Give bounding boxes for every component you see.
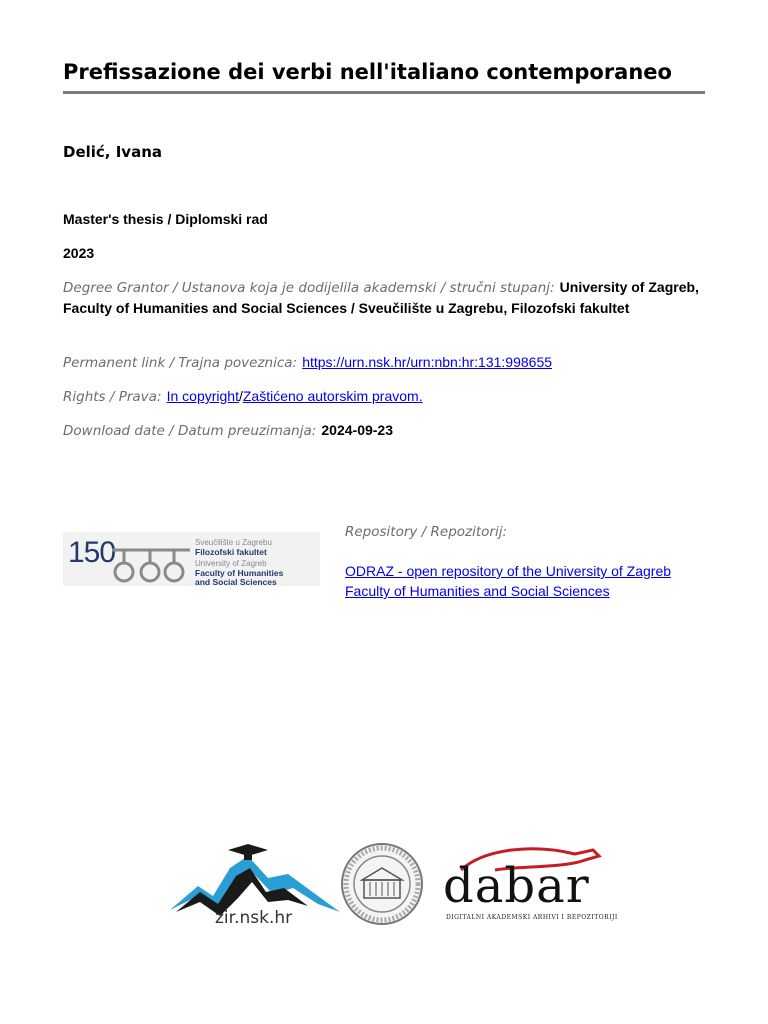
permanent-link-label: Permanent link / Trajna poveznica: bbox=[63, 355, 298, 371]
ffzg-text-line-1: Sveučilište u Zagrebu bbox=[195, 538, 272, 547]
download-date-label: Download date / Datum preuzimanja: bbox=[63, 423, 317, 439]
ffzg-text-line-2: Filozofski fakultet bbox=[195, 547, 267, 557]
rights-link-in-copyright[interactable]: In copyright bbox=[166, 388, 239, 404]
download-date-value: 2024-09-23 bbox=[321, 422, 394, 438]
ffzg-text-line-5: and Social Sciences bbox=[195, 577, 277, 587]
document-title: Prefissazione dei verbi nell'italiano contemporaneo bbox=[63, 60, 672, 84]
zir-mountains-icon bbox=[168, 838, 343, 918]
ffzg-150-number: 150 bbox=[68, 536, 116, 569]
author-name: Delić, Ivana bbox=[63, 143, 163, 161]
rights-label: Rights / Prava: bbox=[63, 389, 162, 405]
degree-grantor-value: University of Zagreb, Faculty of Humanities and Social Sciences / Sveučilište u Zagrebu, Filozofski fakultet bbox=[63, 279, 699, 316]
dabar-logo-text: dabar bbox=[443, 858, 590, 914]
rights bbox=[63, 386, 703, 407]
rights-separator: / bbox=[238, 388, 243, 404]
degree-grantor-label: Degree Grantor / Ustanova koja je dodijelila akademski / stručni stupanj: bbox=[63, 280, 555, 296]
repository-link-line-2[interactable]: Faculty of Humanities and Social Sciences bbox=[345, 583, 610, 599]
ffzg-text-line-4: Faculty of Humanities bbox=[195, 568, 284, 578]
rights-link-zasticeno[interactable]: Zaštićeno autorskim pravom. bbox=[242, 388, 423, 404]
dabar-logo-subtitle: DIGITALNI AKADEMSKI ARHIVI I REPOZITORIJI bbox=[446, 914, 618, 921]
ffzg-rings-icon bbox=[108, 540, 193, 586]
download-date bbox=[63, 420, 703, 441]
university-seal-icon bbox=[340, 842, 424, 926]
title-divider bbox=[63, 91, 705, 94]
document-year: 2023 bbox=[63, 245, 95, 261]
ffzg-text-line-3: University of Zagreb bbox=[195, 559, 267, 568]
degree-grantor bbox=[63, 277, 703, 318]
permanent-link bbox=[63, 352, 703, 373]
document-type: Master's thesis / Diplomski rad bbox=[63, 211, 268, 227]
repository-link-line-1[interactable]: ODRAZ - open repository of the University of Zagreb bbox=[345, 563, 672, 579]
permanent-link-url[interactable]: https://urn.nsk.hr/urn:nbn:hr:131:998655 bbox=[302, 354, 553, 370]
repository-label: Repository / Repozitorij: bbox=[345, 524, 508, 540]
zir-logo-text: zir.nsk.hr bbox=[215, 908, 293, 928]
repository-link bbox=[345, 561, 705, 601]
